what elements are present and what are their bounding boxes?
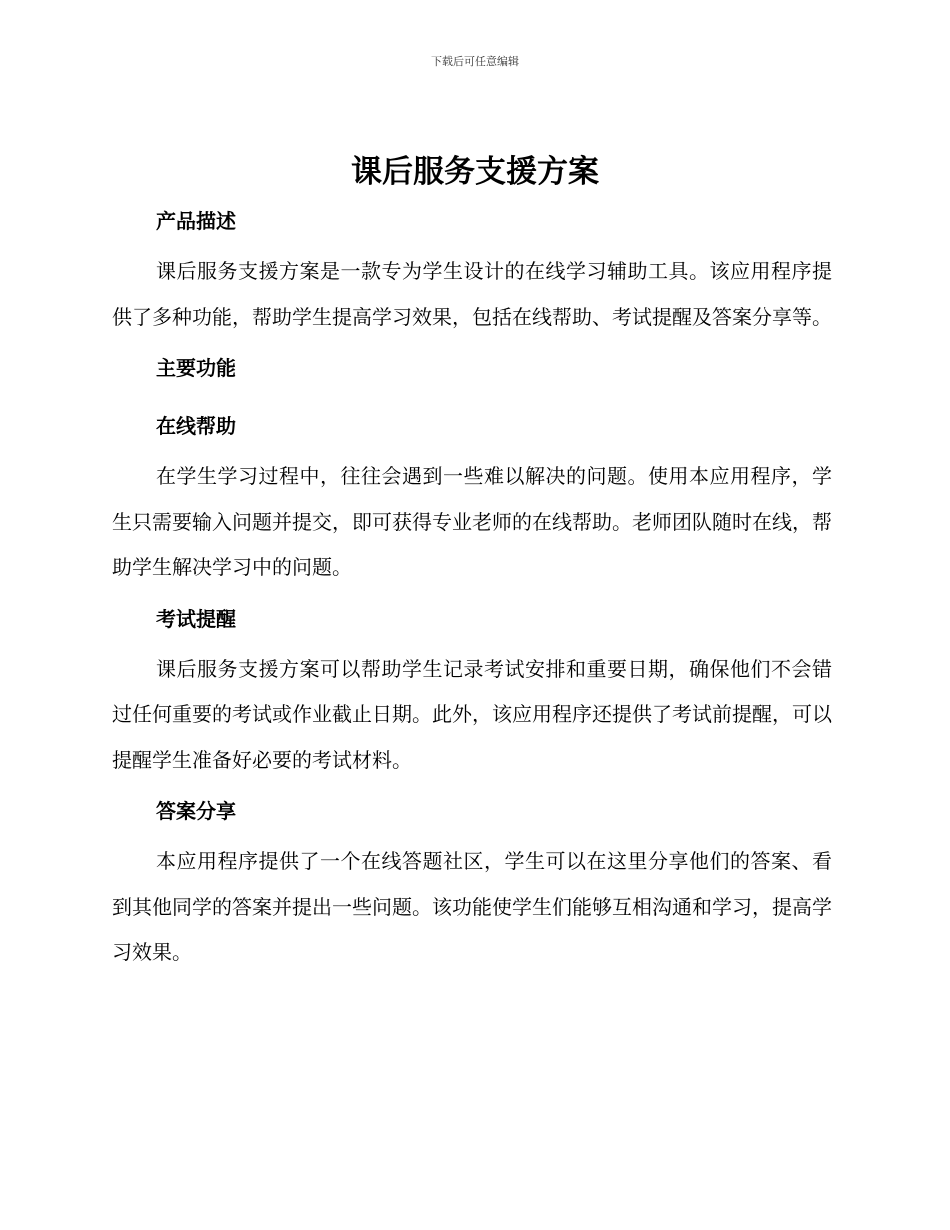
heading-product-description: 产品描述 xyxy=(156,209,236,233)
document-body xyxy=(112,205,832,976)
heading-answer-share: 答案分享 xyxy=(156,799,236,823)
document-title: 课后服务支援方案 xyxy=(351,154,599,190)
paragraph-online-help: 在学生学习过程中，往往会遇到一些难以解决的问题。使用本应用程序，学生只需要输入问题并提交，即可获得专业老师的在线帮助。老师团队随时在线，帮助学生解决学习中的问题。 xyxy=(112,464,832,579)
header-note: 下载后可任意编辑 xyxy=(431,55,519,68)
paragraph-answer-share: 本应用程序提供了一个在线答题社区，学生可以在这里分享他们的答案、看到其他同学的答案并提出一些问题。该功能使学生们能够互相沟通和学习，提高学习效果。 xyxy=(112,849,832,964)
heading-main-features: 主要功能 xyxy=(156,356,236,380)
paragraph-exam-reminder: 课后服务支援方案可以帮助学生记录考试安排和重要日期，确保他们不会错过任何重要的考试或作业截止日期。此外，该应用程序还提供了考试前提醒，可以提醒学生准备好必要的考试材料。 xyxy=(112,656,832,772)
heading-exam-reminder: 考试提醒 xyxy=(156,606,236,631)
heading-online-help: 在线帮助 xyxy=(156,414,236,438)
paragraph-product-description: 课后服务支援方案是一款专为学生设计的在线学习辅助工具。该应用程序提供了多种功能，帮助学生提高学习效果，包括在线帮助、考试提醒及答案分享等。 xyxy=(112,259,832,329)
